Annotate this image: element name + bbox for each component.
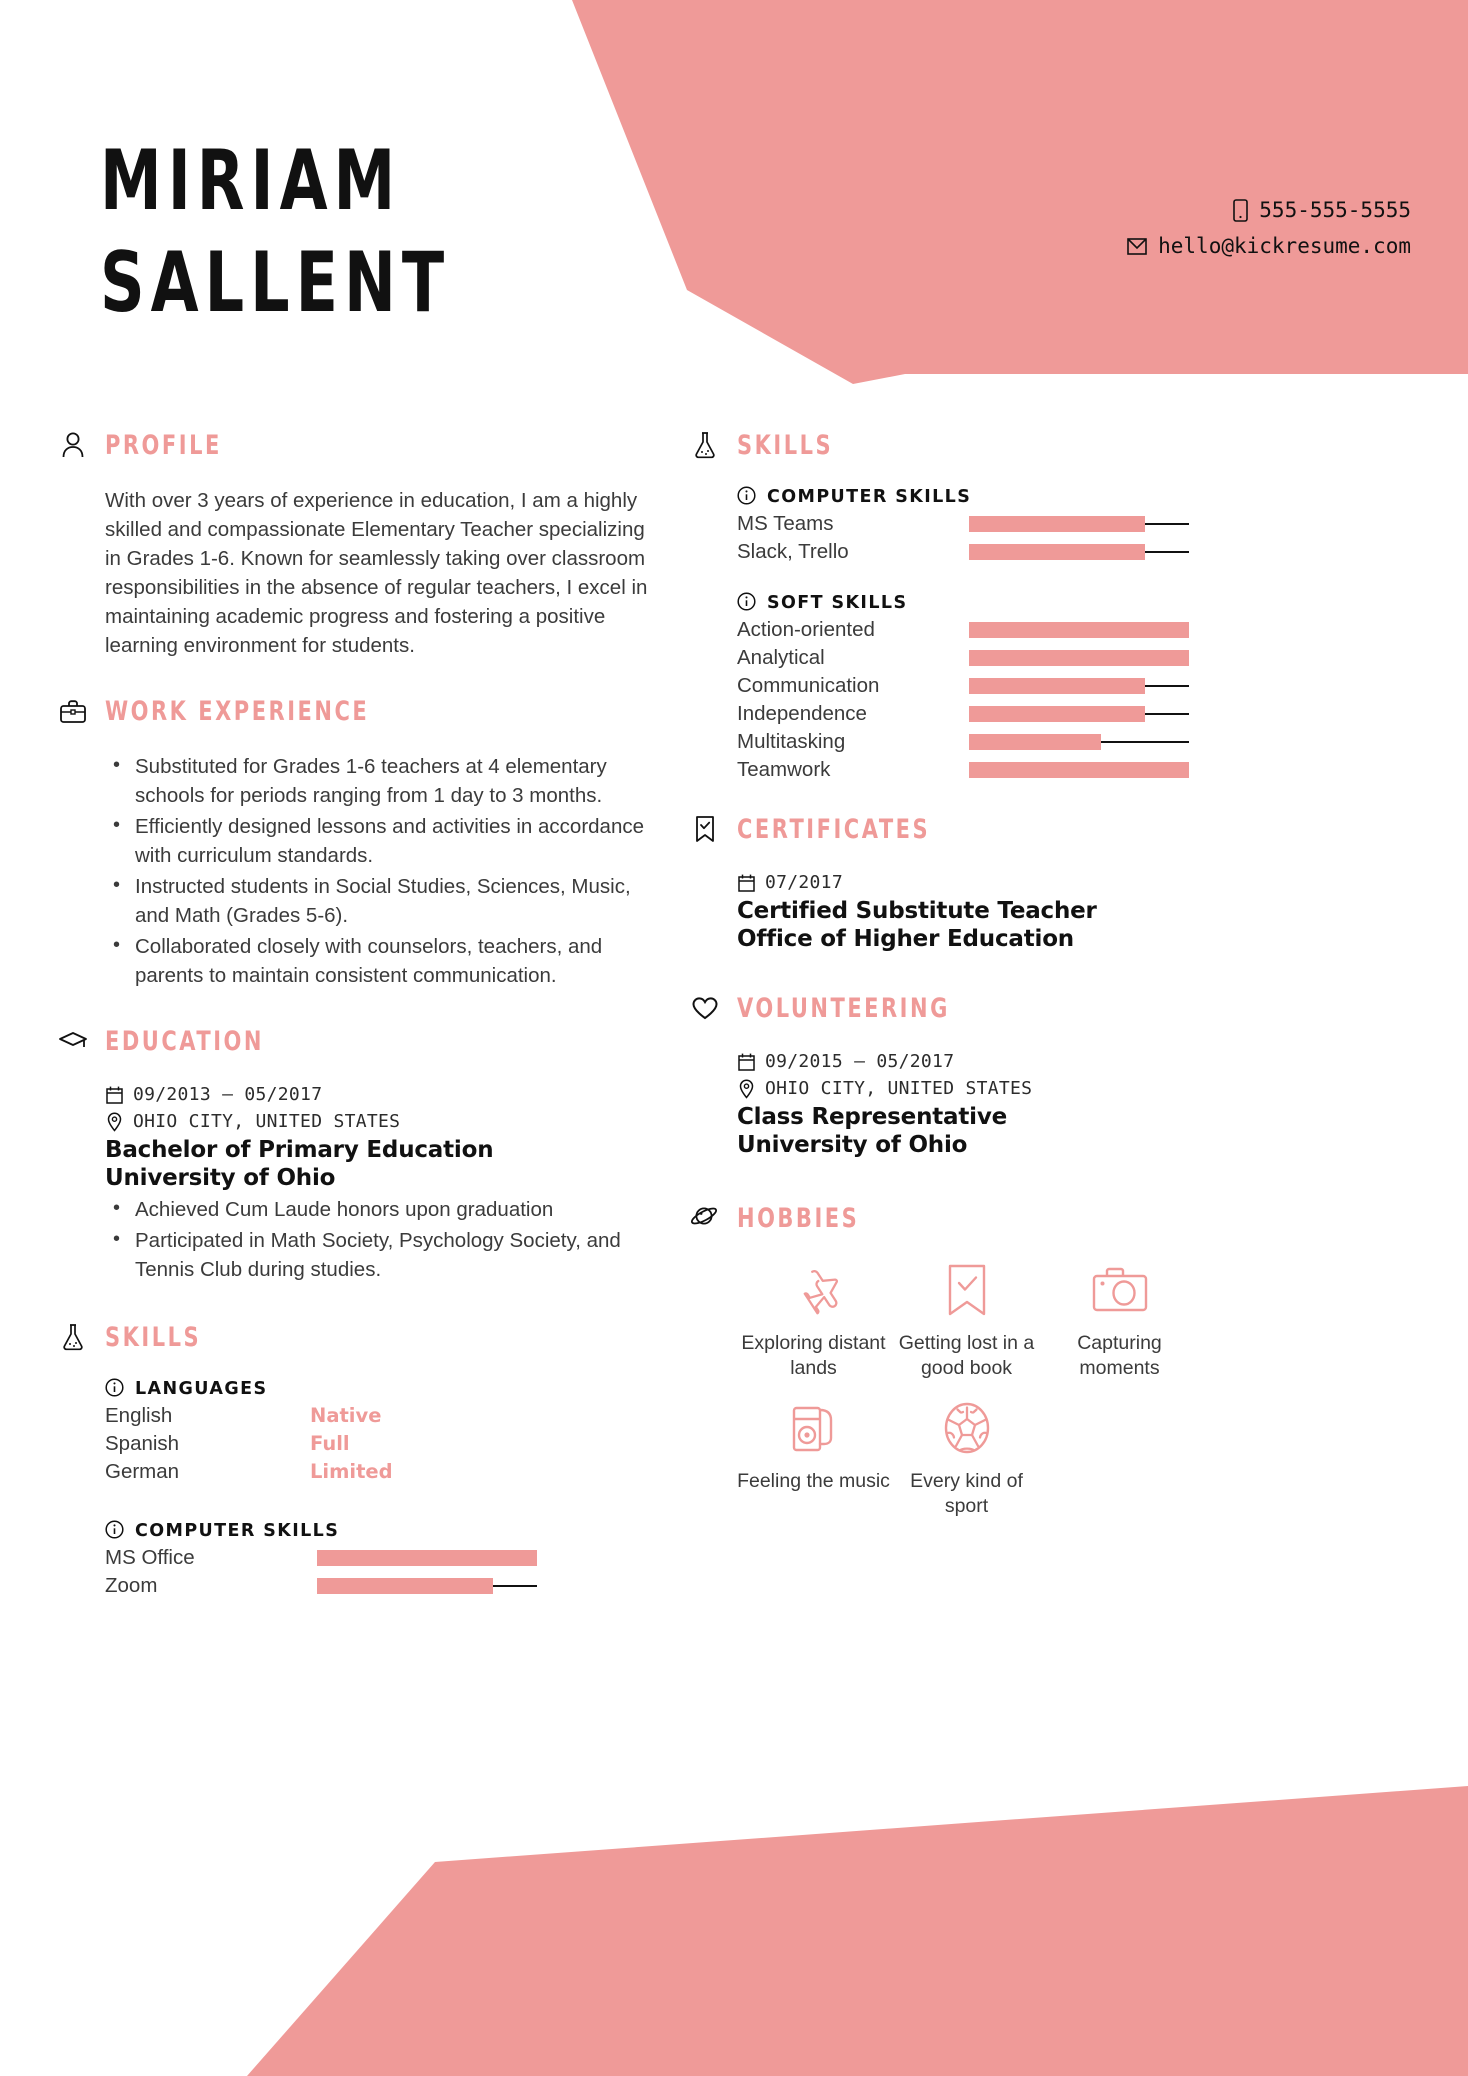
skills-heading-right [690,430,1410,460]
list-item [105,1458,660,1486]
list-item [737,510,1410,538]
language-level: Limited [310,1460,393,1483]
education-heading [58,1026,660,1056]
skill-bar [969,672,1189,700]
skill-name: MS Teams [737,512,834,535]
skill-bar [317,1572,537,1600]
education-degree: Bachelor of Primary Education [105,1137,494,1163]
resume-body [0,430,1468,1630]
section-volunteering [690,993,1410,1159]
section-title: SKILLS [105,1322,202,1352]
skill-name: Zoom [105,1574,158,1597]
skill-name: Action-oriented [737,618,875,641]
education-location: OHIO CITY, UNITED STATES [133,1111,401,1132]
flask-icon [58,1322,88,1352]
phone-number: 555-555-5555 [1259,198,1411,222]
list-item [737,1259,890,1381]
graduation-cap-icon [58,1026,88,1056]
info-icon [105,1378,126,1399]
skill-bar-fill [317,1550,537,1566]
bookmark-check-icon [944,1259,990,1321]
list-item [105,1402,660,1430]
volunteering-location-row [737,1076,1410,1102]
first-name: MIRIAM [100,131,402,230]
subsection-title: COMPUTER SKILLS [135,1520,340,1541]
languages-heading [105,1378,660,1399]
section-title: WORK EXPERIENCE [105,696,370,726]
language-name: German [105,1460,180,1483]
volunteering-role: Class Representative [737,1104,1008,1130]
list-item: • Instructed students in Social Studies, Sciences, Music, and Math (Grades 5-6). [105,872,660,930]
section-profile [58,430,660,660]
subsection-title: COMPUTER SKILLS [767,486,972,507]
skill-name: MS Office [105,1546,195,1569]
skill-bar-fill [969,544,1145,560]
hobby-label: Feeling the music [737,1470,890,1492]
calendar-icon [737,1052,756,1073]
section-title: SKILLS [737,430,834,460]
skill-bar-fill [969,678,1145,694]
skill-bar-fill [969,734,1101,750]
hobby-label: Every kind of sport [910,1470,1023,1517]
calendar-icon [737,873,756,894]
skill-bar-fill [969,516,1145,532]
subsection-title: SOFT SKILLS [767,592,908,613]
skill-bar-fill [969,706,1145,722]
section-hobbies [690,1203,1410,1535]
list-item [737,700,1410,728]
volunteering-org: University of Ohio [737,1132,968,1158]
hobby-label: Exploring distant lands [741,1332,886,1379]
email-address: hello@kickresume.com [1158,234,1411,258]
certificate-entry [737,870,1410,953]
computer-skills-heading-left [105,1520,660,1541]
phone-icon [1233,199,1248,222]
hobby-label: Getting lost in a good book [898,1332,1035,1379]
skill-bar-fill [969,650,1189,666]
volunteering-date: 09/2015 – 05/2017 [765,1051,955,1072]
section-title: PROFILE [105,430,222,460]
language-level: Full [310,1432,350,1455]
skill-bar [317,1544,537,1572]
list-item [737,672,1410,700]
email-row[interactable] [1127,228,1411,264]
language-level: Native [310,1404,382,1427]
skill-name: Analytical [737,646,825,669]
skill-bar-fill [969,762,1189,778]
volunteering-entry [737,1049,1410,1159]
list-item [105,1544,660,1572]
soft-skills-block [737,592,1410,784]
list-item [737,538,1410,566]
skill-name: Teamwork [737,758,831,781]
soft-skills-heading [737,592,1410,613]
skill-name: Independence [737,702,867,725]
language-name: English [105,1404,173,1427]
skill-name: Slack, Trello [737,540,849,563]
section-certificates [690,814,1410,953]
section-work-experience [58,696,660,990]
briefcase-icon [58,696,88,726]
computer-skills-block-left [105,1520,660,1600]
map-pin-icon [105,1112,124,1133]
list-item: • Participated in Math Society, Psychology Society, and Tennis Club during studies. [105,1226,660,1284]
certificate-date: 07/2017 [765,872,843,893]
list-item: • Collaborated closely with counselors, teachers, and parents to maintain consistent communication. [105,932,660,990]
section-skills-right [690,430,1410,784]
envelope-icon [1127,238,1147,255]
bookmark-check-icon [690,814,720,844]
list-item [737,1397,890,1519]
info-icon [737,486,758,507]
camera-icon [1091,1259,1149,1321]
footer-pink-shape [0,1776,1468,2076]
list-item [105,1430,660,1458]
hobbies-heading [690,1203,1410,1233]
skill-bar [969,538,1189,566]
skill-name: Communication [737,674,880,697]
volunteering-location: OHIO CITY, UNITED STATES [765,1078,1033,1099]
language-name: Spanish [105,1432,180,1455]
resume-header [0,0,1468,400]
skill-bar [969,616,1189,644]
skill-bar-fill [969,622,1189,638]
certificate-name: Certified Substitute Teacher [737,898,1097,924]
volunteering-heading [690,993,1410,1023]
skill-bar-fill [317,1578,493,1594]
certificate-date-row [737,870,1410,896]
planet-icon [690,1203,720,1233]
music-player-icon [790,1397,838,1459]
info-icon [737,592,758,613]
last-name: SALLENT [100,233,451,331]
heart-icon [690,993,720,1023]
section-title: HOBBIES [737,1203,860,1233]
candidate-name [100,130,450,334]
flask-icon [690,430,720,460]
certificate-issuer: Office of Higher Education [737,926,1074,952]
skills-heading-left [58,1322,660,1352]
contact-block [1127,192,1411,264]
phone-row[interactable] [1127,192,1411,228]
skill-bar [969,510,1189,538]
calendar-icon [105,1085,124,1106]
education-location-row [105,1109,660,1135]
certificates-heading [690,814,1410,844]
work-heading [58,696,660,726]
list-item [737,756,1410,784]
left-column [0,430,680,1630]
languages-block [105,1378,660,1486]
education-bullet-list [105,1195,660,1284]
profile-text: With over 3 years of experience in education, I am a highly skilled and compassionate Elementary Teacher specializing in Grades 1-6. Known for seamlessly taking over classroom responsibilities in the absence of regular teachers, I excel in maintaining academic progress and fostering a positive learning environment for students. [105,489,648,657]
list-item [737,644,1410,672]
list-item: • Efficiently designed lessons and activities in accordance with curriculum standards. [105,812,660,870]
map-pin-icon [737,1079,756,1100]
list-item [105,1572,660,1600]
skill-bar [969,756,1189,784]
airplane-icon [786,1259,842,1321]
education-entry [105,1082,660,1284]
section-title: VOLUNTEERING [737,993,950,1023]
list-item: • Achieved Cum Laude honors upon graduation [105,1195,660,1224]
info-icon [105,1520,126,1541]
section-title: CERTIFICATES [737,814,931,844]
skill-bar [969,644,1189,672]
education-date: 09/2013 – 05/2017 [133,1084,323,1105]
section-title: EDUCATION [105,1026,264,1056]
work-bullet-list [105,752,660,990]
education-school: University of Ohio [105,1165,336,1191]
computer-skills-heading-right [737,486,1410,507]
list-item: • Substituted for Grades 1-6 teachers at 4 elementary schools for periods ranging from 1 day to 3 months. [105,752,660,810]
list-item [1043,1259,1196,1381]
profile-heading [58,430,660,460]
list-item [890,1259,1043,1381]
list-item [737,616,1410,644]
list-item [737,728,1410,756]
volunteering-date-row [737,1049,1410,1075]
skill-name: Multitasking [737,730,846,753]
list-item [890,1397,1043,1519]
skill-bar [969,700,1189,728]
hobby-label: Capturing moments [1077,1332,1162,1379]
subsection-title: LANGUAGES [135,1378,268,1399]
computer-skills-block-right [737,486,1410,566]
education-date-row [105,1082,660,1108]
person-icon [58,430,88,460]
skill-bar [969,728,1189,756]
section-education [58,1026,660,1284]
section-skills-left [58,1322,660,1600]
soccer-ball-icon [942,1397,992,1459]
hobbies-grid [737,1259,1197,1535]
right-column [680,430,1468,1630]
